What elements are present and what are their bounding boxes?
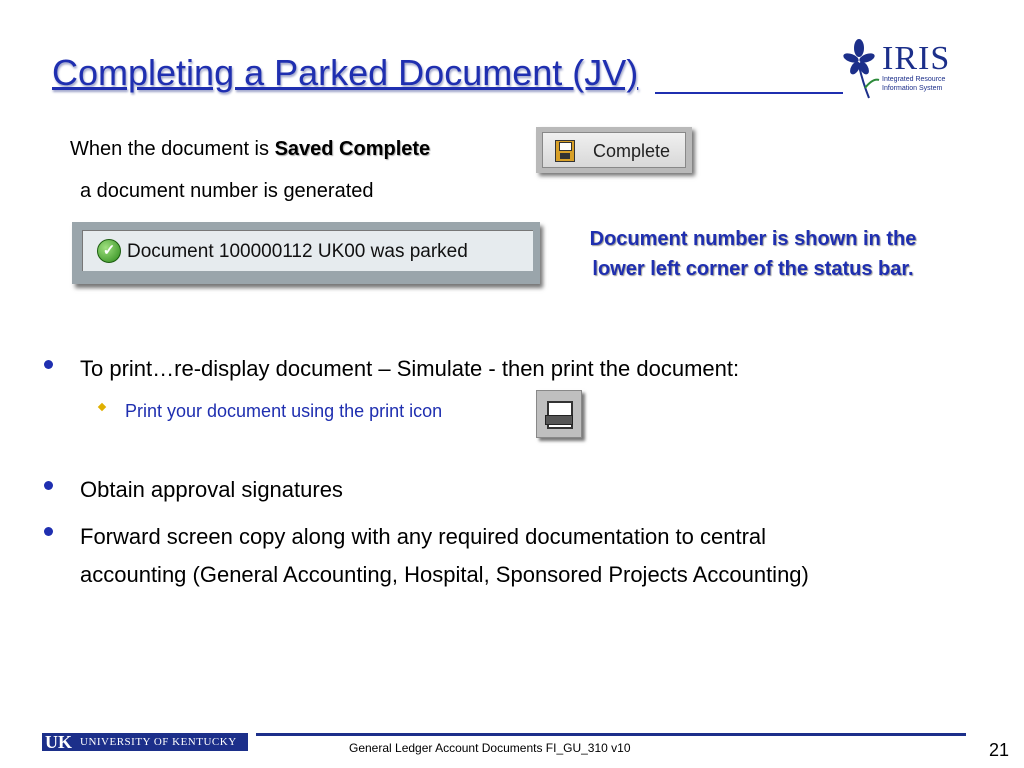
intro-line <box>70 138 430 161</box>
logo-text: IRIS <box>882 40 951 77</box>
print-button[interactable] <box>536 390 582 438</box>
complete-button[interactable] <box>542 132 686 168</box>
logo-subtitle-2: Information System <box>882 85 943 92</box>
bullet-forward <box>80 518 809 594</box>
uk-mark: UK <box>45 732 72 752</box>
callout-line-1: Document number is shown in the <box>589 228 917 250</box>
intro-text: When the document is <box>70 138 275 160</box>
check-icon: ✓ <box>97 239 121 263</box>
bullet-print: To print…re-display document – Simulate - then print the document: <box>80 356 740 381</box>
university-logo <box>42 733 248 751</box>
bullet-approval: Obtain approval signatures <box>80 477 343 502</box>
logo-subtitle-1: Integrated Resource <box>882 76 946 83</box>
status-message: Document 100000112 UK00 was parked <box>127 241 468 262</box>
slide-title: Completing a Parked Document (JV) <box>52 52 639 93</box>
callout-line-2: lower left corner of the status bar. <box>592 258 914 280</box>
complete-button-screenshot <box>536 127 692 173</box>
bullet-dot-icon <box>44 481 53 490</box>
bullet-forward-line-2: accounting (General Accounting, Hospital, Sponsored Projects Accounting) <box>80 562 809 587</box>
diamond-bullet-icon <box>98 403 106 411</box>
complete-button-label: Complete <box>593 141 671 161</box>
sub-bullet-print-icon: Print your document using the print icon <box>125 401 443 421</box>
intro-emphasis: Saved Complete <box>274 138 431 160</box>
page-number: 21 <box>989 740 1010 760</box>
status-bar-screenshot <box>72 222 540 284</box>
title-underline <box>655 92 843 94</box>
printer-icon <box>547 401 573 429</box>
bullet-dot-icon <box>44 360 53 369</box>
footer-rule <box>256 733 966 736</box>
bullet-dot-icon <box>44 527 53 536</box>
callout-note <box>548 224 958 284</box>
bullet-forward-line-1: Forward screen copy along with any required documentation to central <box>80 524 767 549</box>
status-bar <box>82 230 533 271</box>
floppy-disk-icon <box>555 140 575 162</box>
intro-line-2: a document number is generated <box>80 180 374 202</box>
university-name: UNIVERSITY OF KENTUCKY <box>80 736 237 748</box>
footer-title: General Ledger Account Documents FI_GU_310 v10 <box>349 741 631 755</box>
